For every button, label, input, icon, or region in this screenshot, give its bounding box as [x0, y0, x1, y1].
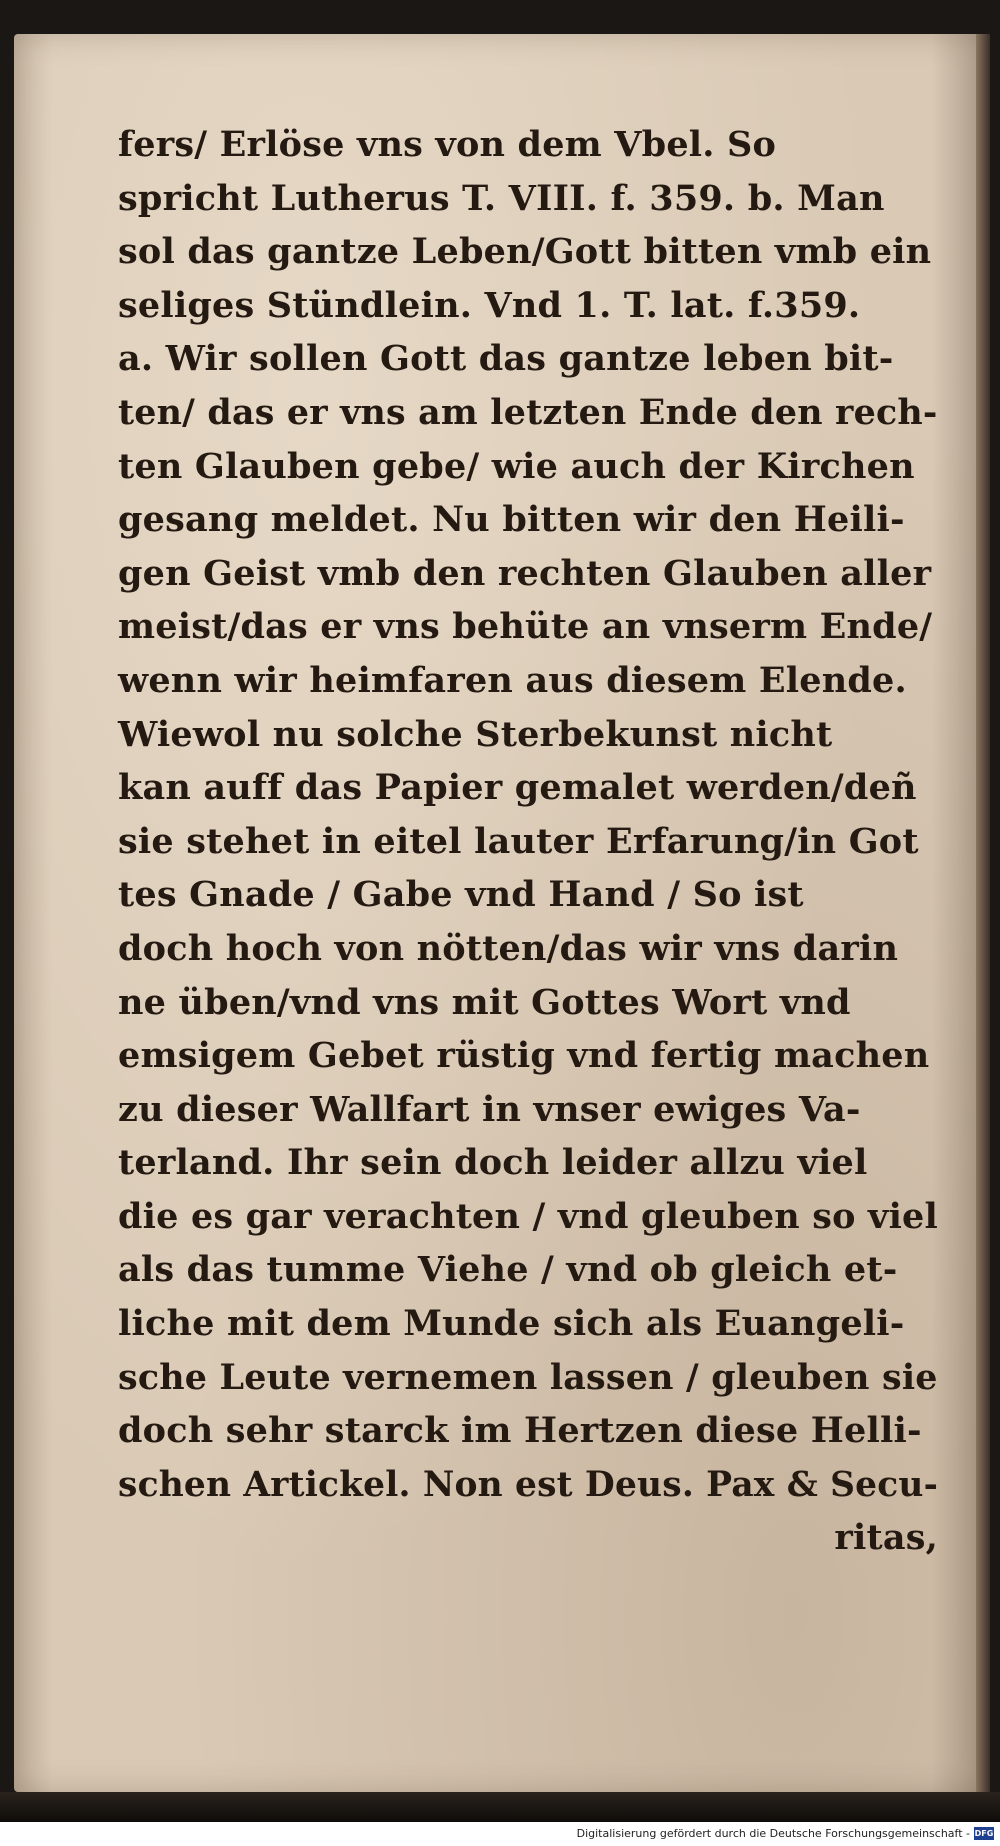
- text-line: zu dieser Wallfart in vnser ewiges Va-: [118, 1088, 861, 1130]
- text-line: sche Leute vernemen lassen / gleuben sie: [118, 1356, 938, 1398]
- text-line: doch sehr starck im Hertzen diese Helli-: [118, 1410, 922, 1452]
- scan-bottom-band: [0, 1792, 1000, 1822]
- text-line: doch hoch von nötten/das wir vns darin: [118, 927, 899, 969]
- text-line: als das tumme Viehe / vnd ob gleich et-: [118, 1249, 898, 1291]
- text-line: tes Gnade / Gabe vnd Hand / So ist: [118, 874, 804, 916]
- text-line: Wiewol nu solche Sterbekunst nicht: [118, 713, 833, 755]
- text-line: liche mit dem Munde sich als Euangeli-: [118, 1303, 905, 1345]
- text-line: schen Artickel. Non est Deus. Pax & Secu-: [118, 1463, 939, 1505]
- text-line: ten Glauben gebe/ wie auch der Kirchen: [118, 445, 915, 487]
- text-line: ten/ das er vns am letzten Ende den rech-: [118, 391, 938, 433]
- text-line: a. Wir sollen Gott das gantze leben bit-: [118, 338, 894, 380]
- dfg-logo: DFG: [974, 1829, 994, 1838]
- text-line: seliges Stündlein. Vnd 1. T. lat. f.359.: [118, 284, 861, 326]
- text-line: meist/das er vns behüte an vnserm Ende/: [118, 606, 933, 648]
- catchword: ritas,: [834, 1517, 938, 1559]
- footer-credit: Digitalisierung gefördert durch die Deutsche Forschungsgemeinschaft -: [576, 1827, 970, 1840]
- text-line: kan auff das Papier gemalet werden/deñ: [118, 767, 917, 809]
- text-line: spricht Lutherus T. VIII. f. 359. b. Man: [118, 177, 885, 219]
- page-edge: [976, 34, 990, 1792]
- text-line: gesang meldet. Nu bitten wir den Heili-: [118, 499, 905, 541]
- text-line: terland. Ihr sein doch leider allzu viel: [118, 1142, 868, 1184]
- text-line: fers/ Erlöse vns von dem Vbel. So: [118, 124, 777, 165]
- footer-bar: [0, 1822, 1000, 1846]
- text-line: emsigem Gebet rüstig vnd fertig machen: [118, 1035, 930, 1077]
- text-line: wenn wir heimfaren aus diesem Elende.: [118, 659, 907, 701]
- text-line: die es gar verachten / vnd gleuben so viel: [118, 1195, 938, 1237]
- text-line: gen Geist vmb den rechten Glauben aller: [118, 552, 932, 594]
- text-line: sie stehet in eitel lauter Erfarung/in Got: [118, 820, 919, 862]
- text-line: ne üben/vnd vns mit Gottes Wort vnd: [118, 981, 851, 1023]
- page-text: [118, 118, 938, 1565]
- text-line: sol das gantze Leben/Gott bitten vmb ein: [118, 231, 932, 273]
